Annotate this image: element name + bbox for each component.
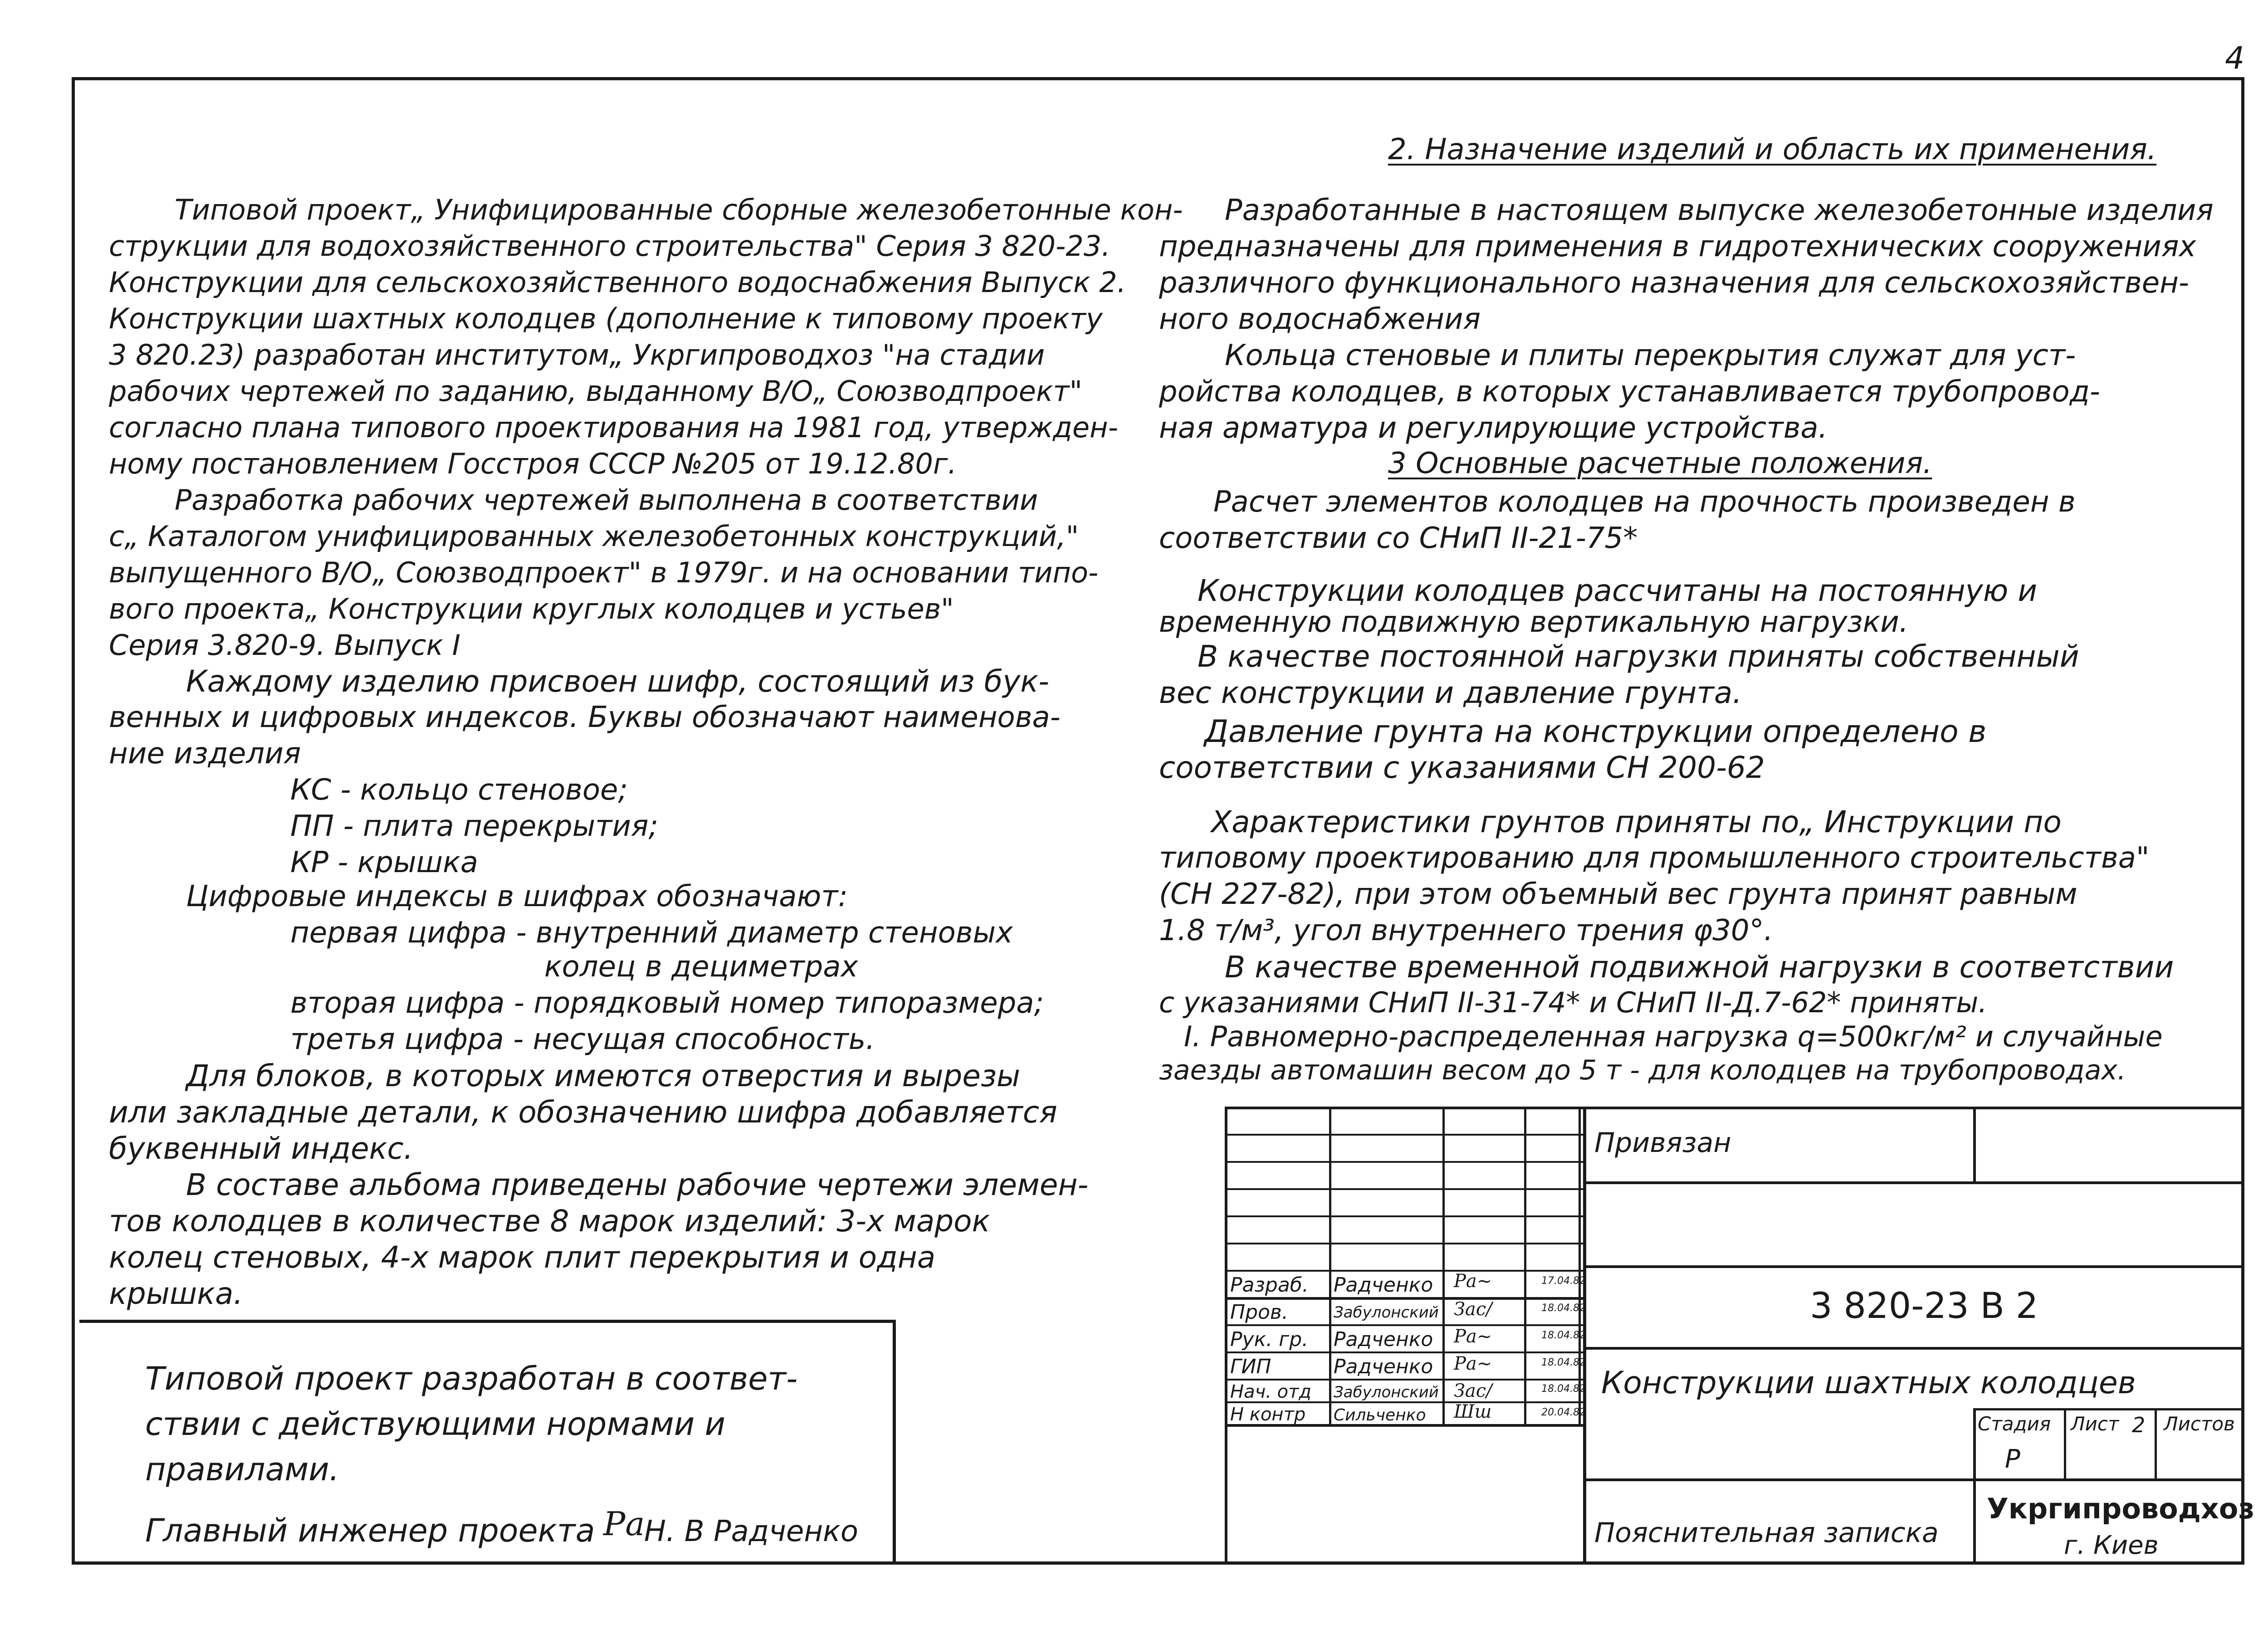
- paragraph-line: Цифровые индексы в шифрах обозначают:: [186, 880, 848, 913]
- paragraph-line: (СН 227-82), при этом объемный вес грунта принят равным: [1159, 878, 2077, 911]
- tb-line: [1225, 1324, 1583, 1326]
- paragraph-line: венных и цифровых индексов. Буквы обозначают наименова-: [109, 701, 1061, 734]
- organization-name: Укргипроводхоз: [1987, 1492, 2255, 1525]
- paragraph-line: Типовой проект„ Унифицированные сборные железобетонные кон-: [175, 193, 1183, 226]
- paragraph-line: ного водоснабжения: [1159, 302, 1481, 336]
- paragraph-line: 3 820.23) разработан институтом„ Укргипроводхоз "на стадии: [109, 338, 1045, 371]
- title-block: [1225, 1107, 2255, 1565]
- list-item: колец в дециметрах: [544, 950, 858, 984]
- date-cell: 18.04.82: [1541, 1383, 1586, 1395]
- stamp-line: правилами.: [145, 1451, 340, 1488]
- role-cell: ГИП: [1230, 1355, 1271, 1378]
- tb-line: [1225, 1562, 2244, 1565]
- organization-city: г. Киев: [2064, 1531, 2159, 1560]
- list-item: вторая цифра - порядковый номер типоразмера;: [290, 986, 1044, 1020]
- paragraph-line: заезды автомашин весом до 5 т - для колодцев на трубопроводах.: [1159, 1054, 2126, 1086]
- tb-line: [1329, 1107, 1331, 1424]
- tb-line: [1579, 1107, 1581, 1424]
- list-item: КР - крышка: [290, 846, 479, 879]
- stage-value: Р: [2005, 1444, 2020, 1474]
- name-cell: Радченко: [1334, 1355, 1433, 1378]
- tb-line: [1225, 1161, 1583, 1163]
- tb-line: [1225, 1243, 1583, 1244]
- role-cell: Пров.: [1230, 1301, 1288, 1324]
- name-cell: Радченко: [1334, 1273, 1433, 1297]
- tb-line: [1524, 1107, 1526, 1424]
- stamp-line: Типовой проект разработан в соответ-: [145, 1360, 798, 1397]
- paragraph-line: Каждому изделию присвоен шифр, состоящий из бук-: [186, 664, 1050, 699]
- document-name: Пояснительная записка: [1594, 1517, 1939, 1549]
- tb-line: [1442, 1107, 1445, 1424]
- paragraph-line: с указаниями СНиП II-31-74* и СНиП II-Д.7-62* приняты.: [1159, 986, 1987, 1019]
- paragraph-line: Серия 3.820-9. Выпуск I: [109, 629, 461, 662]
- section2-title: 2. Назначение изделий и область их применения.: [1388, 133, 2157, 166]
- paragraph-line: Для блоков, в которых имеются отверстия и вырезы: [186, 1059, 1021, 1093]
- signature-mark: Ра~: [1454, 1353, 1492, 1374]
- list-item: первая цифра - внутренний диаметр стеновых: [290, 916, 1013, 950]
- signature-mark: Зас/: [1454, 1299, 1492, 1320]
- tb-line: [1225, 1107, 2244, 1109]
- paragraph-line: соответствии с указаниями СН 200-62: [1159, 750, 1765, 785]
- tb-line: [1225, 1107, 1227, 1565]
- list-item: третья цифра - несущая способность.: [290, 1023, 875, 1056]
- date-cell: 18.04.82: [1541, 1303, 1586, 1314]
- paragraph-line: I. Равномерно-распределенная нагрузка q=500кг/м² и случайные: [1184, 1020, 2163, 1053]
- paragraph-line: Разработанные в настоящем выпуске железобетонные изделия: [1225, 194, 2214, 227]
- chief-signature: Ра: [603, 1505, 645, 1543]
- paragraph-line: согласно плана типового проектирования на 1981 год, утвержден-: [109, 411, 1119, 444]
- paragraph-line: с„ Каталогом унифицированных железобетонных конструкций,": [109, 520, 1079, 553]
- paragraph-line: крышка.: [109, 1276, 243, 1311]
- paragraph-line: В качестве временной подвижной нагрузки в соответствии: [1225, 950, 2174, 985]
- signature-mark: Ра~: [1454, 1271, 1492, 1292]
- paragraph-line: вого проекта„ Конструкции круглых колодцев и устьев": [109, 592, 954, 625]
- paragraph-line: ние изделия: [109, 737, 301, 771]
- sheet-label: Лист: [2071, 1413, 2119, 1435]
- tb-line: [2155, 1408, 2157, 1478]
- tb-line: [1225, 1270, 1583, 1272]
- role-cell: Нач. отд: [1230, 1381, 1312, 1402]
- paragraph-line: ная арматура и регулирующие устройства.: [1159, 411, 1828, 445]
- paragraph-line: выпущенного В/О„ Союзводпроект" в 1979г. и на основании типо-: [109, 556, 1099, 589]
- role-cell: Разраб.: [1230, 1273, 1309, 1297]
- stage-label: Стадия: [1978, 1413, 2051, 1435]
- paragraph-line: Конструкции шахтных колодцев (дополнение к типовому проекту: [109, 302, 1103, 335]
- paragraph-line: типовому проектированию для промышленного строительства": [1159, 841, 2150, 875]
- paragraph-line: или закладные детали, к обозначению шифра добавляется: [109, 1095, 1057, 1130]
- tb-line: [1973, 1408, 2244, 1410]
- tb-line: [1973, 1107, 1976, 1181]
- tb-line: [1225, 1134, 1583, 1136]
- tb-line: [1583, 1181, 2244, 1184]
- name-cell: Радченко: [1334, 1328, 1433, 1351]
- paragraph-line: ройства колодцев, в которых устанавливается трубопровод-: [1159, 375, 2100, 409]
- tb-line: [1225, 1297, 1583, 1300]
- paragraph-line: различного функционального назначения для сельскохозяйствен-: [1159, 266, 2189, 300]
- paragraph-line: соответствии со СНиП II-21-75*: [1159, 522, 1638, 555]
- name-cell: Забулонский: [1334, 1303, 1439, 1322]
- section3-title: 3 Основные расчетные положения.: [1388, 447, 1932, 480]
- document-code: 3 820-23 В 2: [1810, 1286, 2038, 1327]
- paragraph-line: Характеристики грунтов приняты по„ Инструкции по: [1211, 805, 2062, 839]
- tb-line: [1225, 1215, 1583, 1217]
- tb-line: [1973, 1408, 1976, 1565]
- date-cell: 18.04.82: [1541, 1357, 1586, 1368]
- paragraph-line: временную подвижную вертикальную нагрузки.: [1159, 605, 1909, 639]
- tb-line: [1583, 1478, 2244, 1481]
- paragraph-line: колец стеновых, 4-х марок плит перекрытия и одна: [109, 1240, 936, 1275]
- paragraph-line: Кольца стеновые и плиты перекрытия служат для уст-: [1225, 339, 2076, 372]
- date-cell: 17.04.82: [1541, 1275, 1586, 1287]
- tb-line: [1225, 1188, 1583, 1190]
- name-cell: Забулонский: [1334, 1383, 1439, 1401]
- list-item: ПП - плита перекрытия;: [290, 810, 659, 843]
- paragraph-line: рабочих чертежей по заданию, выданному В/О„ Союзводпроект": [109, 375, 1083, 408]
- sheets-label: Листов: [2164, 1413, 2235, 1435]
- paragraph-line: тов колодцев в количестве 8 марок изделий: 3-х марок: [109, 1204, 990, 1239]
- page-number: 4: [2225, 40, 2245, 76]
- paragraph-line: Конструкции колодцев рассчитаны на постоянную и: [1198, 573, 2038, 608]
- paragraph-line: предназначены для применения в гидротехнических сооружениях: [1159, 230, 2196, 263]
- tb-line: [1583, 1347, 2244, 1350]
- paragraph-line: Расчет элементов колодцев на прочность произведен в: [1213, 485, 2076, 519]
- stamp-line: ствии с действующими нормами и: [145, 1405, 726, 1443]
- chief-engineer-name: Н. В Радченко: [644, 1515, 858, 1548]
- privyazan-label: Привязан: [1594, 1127, 1731, 1159]
- signature-mark: Ра~: [1454, 1326, 1492, 1347]
- paragraph-line: вес конструкции и давление грунта.: [1159, 675, 1742, 710]
- chief-engineer-label: Главный инженер проекта: [145, 1512, 595, 1549]
- paragraph-line: 1.8 т/м³, угол внутреннего трения φ30°.: [1159, 914, 1773, 947]
- sheet-value: 2: [2132, 1413, 2146, 1437]
- paragraph-line: ному постановлением Госстроя СССР №205 от 19.12.80г.: [109, 447, 957, 480]
- date-cell: 20.04.82: [1541, 1407, 1586, 1418]
- paragraph-line: Давление грунта на конструкции определено в: [1204, 714, 1987, 750]
- signature-mark: Шш: [1454, 1401, 1492, 1422]
- paragraph-line: Конструкции для сельскохозяйственного водоснабжения Выпуск 2.: [109, 266, 1126, 299]
- name-cell: Сильченко: [1334, 1406, 1426, 1424]
- paragraph-line: В качестве постоянной нагрузки приняты собственный: [1198, 639, 2079, 674]
- tb-line: [1583, 1265, 2244, 1268]
- paragraph-line: струкции для водохозяйственного строительства" Серия 3 820-23.: [109, 229, 1110, 263]
- role-cell: Н контр: [1230, 1404, 1306, 1425]
- signature-mark: Зас/: [1454, 1381, 1492, 1401]
- tb-line: [1225, 1379, 1583, 1381]
- tb-line: [2064, 1408, 2066, 1478]
- document-title: Конструкции шахтных колодцев: [1601, 1365, 2136, 1401]
- paragraph-line: буквенный индекс.: [109, 1131, 413, 1166]
- list-item: КС - кольцо стеновое;: [290, 773, 628, 807]
- paragraph-line: Разработка рабочих чертежей выполнена в соответствии: [175, 483, 1038, 517]
- paragraph-line: В составе альбома приведены рабочие чертежи элемен-: [186, 1167, 1089, 1202]
- tb-line: [1225, 1351, 1583, 1353]
- date-cell: 18.04.82: [1541, 1330, 1586, 1341]
- role-cell: Рук. гр.: [1230, 1328, 1309, 1351]
